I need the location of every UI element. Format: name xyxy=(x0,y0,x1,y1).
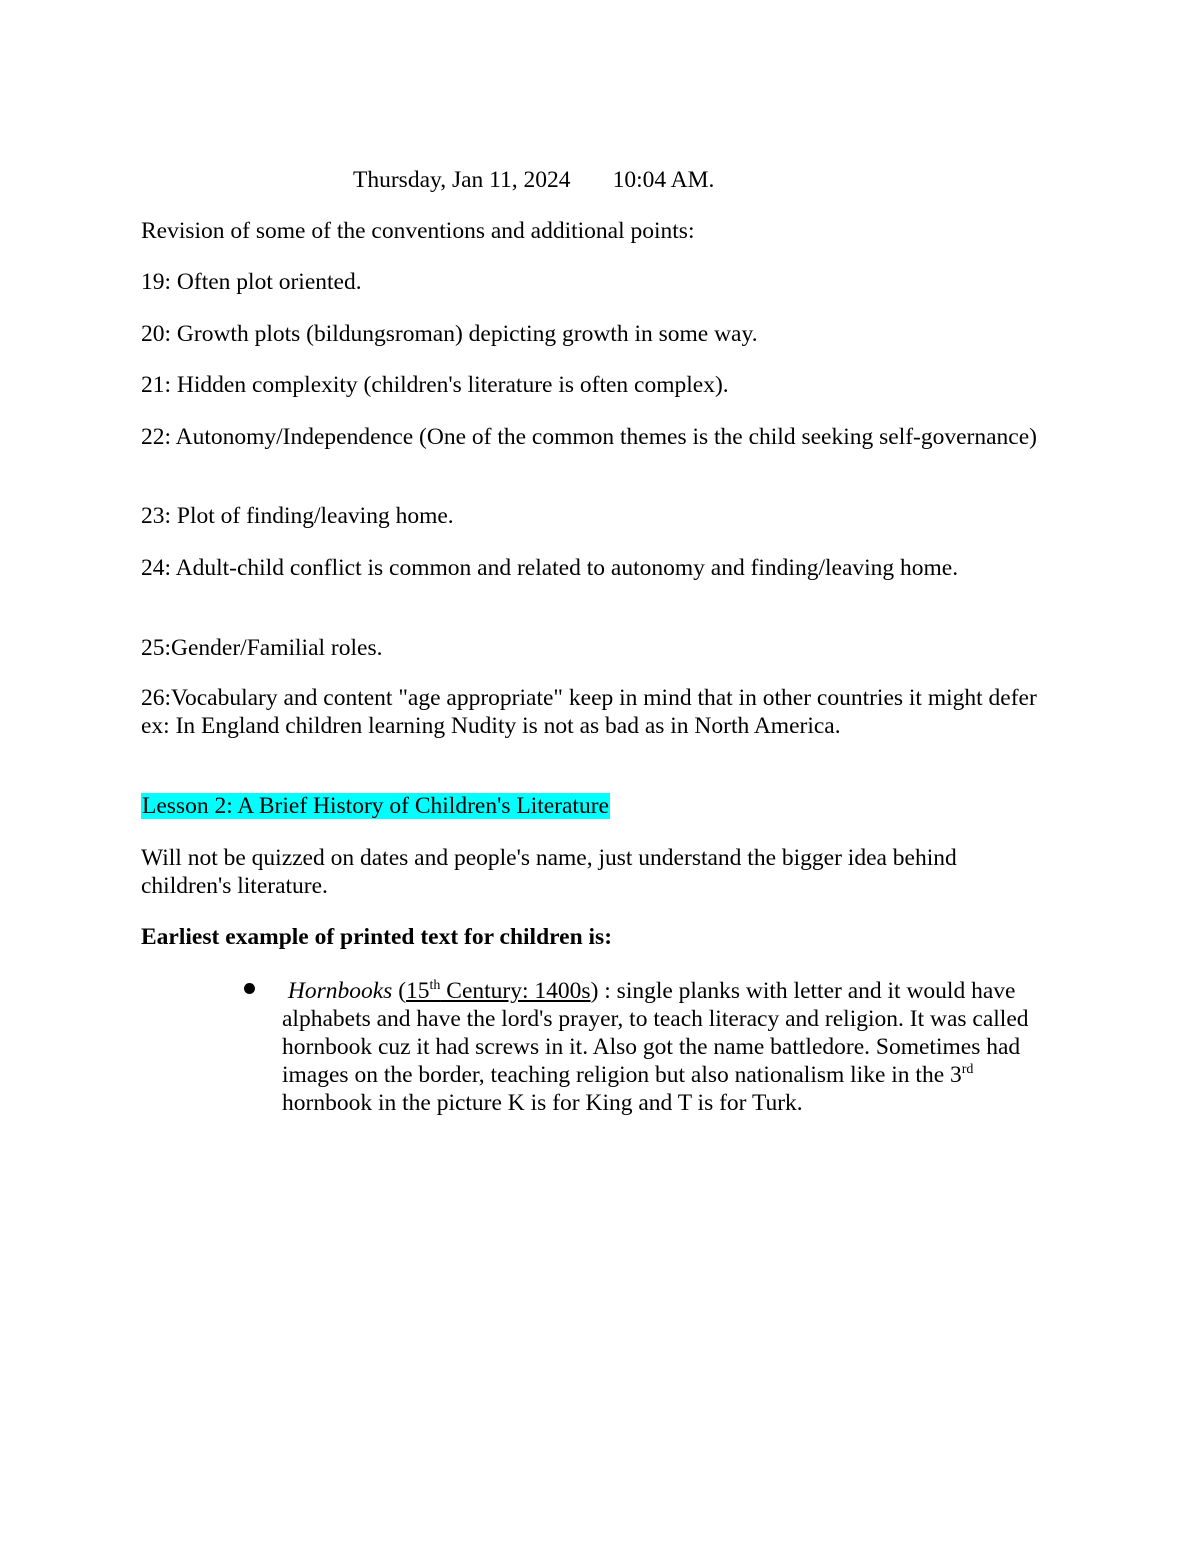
date-header xyxy=(353,166,714,194)
point-23: 23: Plot of finding/leaving home. xyxy=(141,503,454,529)
time-text: 10:04 AM. xyxy=(612,167,715,193)
hornbooks-description-1: : single planks with letter and it would have alphabets and have the lord's prayer, to teach literacy and religion. It was called hornbook cuz it had screws in it. Also got the name battledore. Sometimes had images on the border, teaching religion but also nationalism like in the 3 xyxy=(282,978,1029,1088)
intro-paragraph: Revision of some of the conventions and additional points: xyxy=(141,218,695,244)
point-25: 25:Gender/Familial roles. xyxy=(141,635,383,661)
point-21: 21: Hidden complexity (children's literature is often complex). xyxy=(141,372,729,398)
point-19: 19: Often plot oriented. xyxy=(141,269,362,295)
hornbooks-bullet: Hornbooks (15th Century: 1400s) : single planks with letter and it would have alphabets and have the lord's prayer, to teach literacy and religion. It was called hornbook cuz it had screws in it. Also got the name battledore. Sometimes had images on the border, teaching religion but also nationalism like in the 3rd hornbook in the picture K is for King and T is for Turk. xyxy=(282,978,1029,1116)
point-22: 22: Autonomy/Independence (One of the common themes is the child seeking self-governance) xyxy=(141,424,1037,450)
point-20: 20: Growth plots (bildungsroman) depicting growth in some way. xyxy=(141,321,758,347)
century-label: 15th Century: 1400s xyxy=(406,978,591,1004)
hornbooks-term: Hornbooks xyxy=(287,978,393,1004)
lesson-note: Will not be quizzed on dates and people's name, just understand the bigger idea behind children's literature. xyxy=(141,845,957,899)
lesson-title: Lesson 2: A Brief History of Children's Literature xyxy=(142,793,609,819)
lesson-title-line xyxy=(141,792,1071,820)
ordinal-suffix: rd xyxy=(961,1062,974,1078)
date-text: Thursday, Jan 11, 2024 xyxy=(353,167,571,193)
hornbooks-description-2: hornbook in the picture K is for King and T is for Turk. xyxy=(282,1090,803,1116)
point-26: 26:Vocabulary and content "age appropriate" keep in mind that in other countries it might defer ex: In England children learning Nudity is not as bad as in North America. xyxy=(141,685,1037,739)
point-24: 24: Adult-child conflict is common and related to autonomy and finding/leaving home. xyxy=(141,555,959,581)
bullet-icon xyxy=(244,983,255,994)
earliest-heading: Earliest example of printed text for children is: xyxy=(141,924,613,950)
